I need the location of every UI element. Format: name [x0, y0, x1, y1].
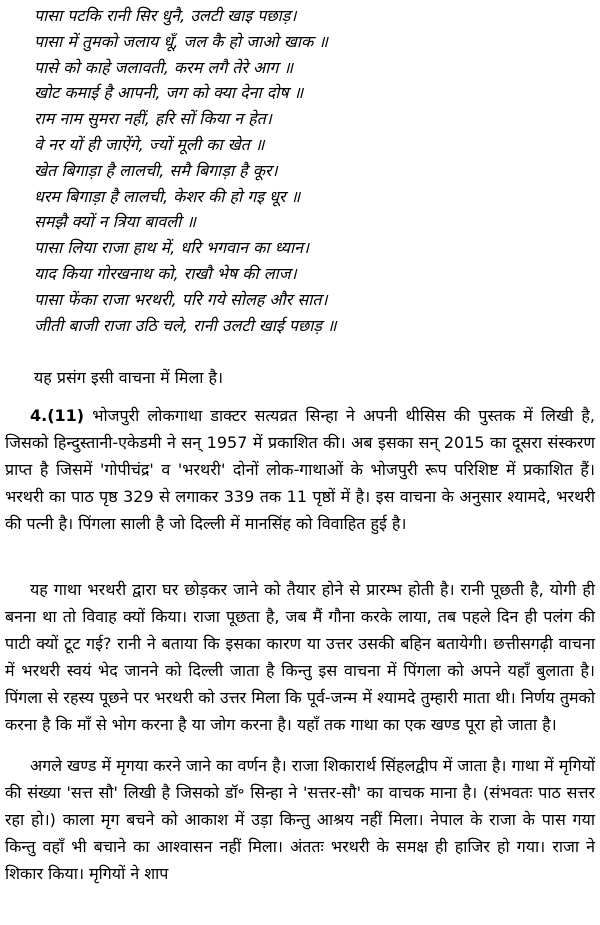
paragraph-number: 4.(11) [30, 406, 85, 425]
paragraph-text: अगले खण्ड में मृगया करने जाने का वर्णन है। राजा शिकारार्थ सिंहलद्वीप में जाता है। गाथा में मृगियों की संख्या 'सत्त सौ' लिखी है जिसको डॉ॰ सिन्हा ने 'सत्तर-सौ' का वाचक माना है। (संभवतः पाठ सत्तर रहा हो।) काला मृग बचने को आकाश में उड़ा किन्तु आश्रय नहीं मिला। नेपाल के राजा के पास गया किन्तु वहाँ भी बचाने का आश्वासन नहीं मिला। अंततः भरथरी के समक्ष ही हाजिर हो गया। राजा ने शिकार किया। मृगियों ने शाप [5, 756, 595, 883]
poem-line: समझै क्यों न त्रिया बावली ॥ [34, 212, 196, 232]
poem-line: पासा में तुमको जलाय धूँ, जल कै हो जाओ खाक ॥ [34, 31, 328, 51]
poem-line: धरम बिगाड़ा है लालची, केशर की हो गइ धूर ॥ [34, 186, 301, 206]
poem-line: याद किया गोरखनाथ को, राखौ भेष की लाज। [34, 263, 297, 283]
paragraph-bhojpuri-version [5, 402, 595, 537]
poem-line: पासे को काहे जलावती, करम लगै तेरे आग ॥ [34, 57, 294, 77]
poem-line: पासा फेंका राजा भरथरी, परि गये सोलह और सात। [34, 289, 328, 309]
poem-block [34, 3, 554, 338]
paragraph-hunting-episode [5, 752, 595, 887]
poem-line: राम नाम सुमरा नहीं, हरि सों किया न हेत। [34, 109, 272, 129]
paragraph-text: यह गाथा भरथरी द्वारा घर छोड़कर जाने को तैयार होने से प्रारम्भ होती है। रानी पूछती है, योगी ही बनना था तो विवाह क्यों किया। राजा पूछता है, जब मैं गौना करके लाया, तब पहले दिन ही पलंग की पाटी क्यों टूट गई? रानी ने बताया कि इसका कारण या उत्तर उसकी बहिन बतायेगी। छत्तीसगढ़ी वाचना में भरथरी स्वयं भेद जानने को दिल्ली जाता है किन्तु इस वाचना में पिंगला को अपने यहाँ बुलाता है। पिंगला से रहस्य पूछने पर भरथरी को उत्तर मिला कि पूर्व-जन्म में श्यामदे तुम्हारी माता थी। निर्णय तुमको करना है कि माँ से भोग करना है या जोग करना है। यहाँ तक गाथा का एक खण्ड पूरा हो जाता है। [5, 580, 595, 734]
poem-line: पासा पटकि रानी सिर धुनै, उलटी खाइ पछाड़। [34, 6, 297, 25]
poem-line: वे नर यों ही जाऐंगे, ज्यों मूली का खेत ॥ [34, 134, 265, 154]
poem-line: खोट कमाई है आपनी, जग को क्या देना दोष ॥ [34, 83, 304, 103]
poem-line: पासा लिया राजा हाथ में, धरि भगवान का ध्यान। [34, 238, 310, 258]
poem-line: खेत बिगाड़ा है लालची, समै बिगाड़ा है कूर। [34, 160, 278, 180]
paragraph-story-begin [5, 576, 595, 738]
poem-line: जीती बाजी राजा उठि चले, रानी उलटी खाई पछाड़ ॥ [34, 315, 337, 335]
source-note: यह प्रसंग इसी वाचना में मिला है। [34, 368, 224, 387]
paragraph-text: भोजपुरी लोकगाथा डाक्टर सत्यव्रत सिन्हा ने अपनी थीसिस की पुस्तक में लिखी है, जिसको हिन्दुस्तानी-एकेडमी ने सन् 1957 में प्रकाशित की। अब इसका सन् 2015 का दूसरा संस्करण प्राप्त है जिसमें 'गोपीचंद्र' व 'भरथरी' दोनों लोक-गाथाओं के भोजपुरी रूप परिशिष्ट में प्रकाशित हैं। भरथरी का पाठ पृष्ठ 329 से लगाकर 339 तक 11 पृष्ठों में है। इस वाचना के अनुसार श्यामदे, भरथरी की पत्नी है। पिंगला साली है जो दिल्ली में मानसिंह को विवाहित हुई है। [5, 406, 595, 533]
